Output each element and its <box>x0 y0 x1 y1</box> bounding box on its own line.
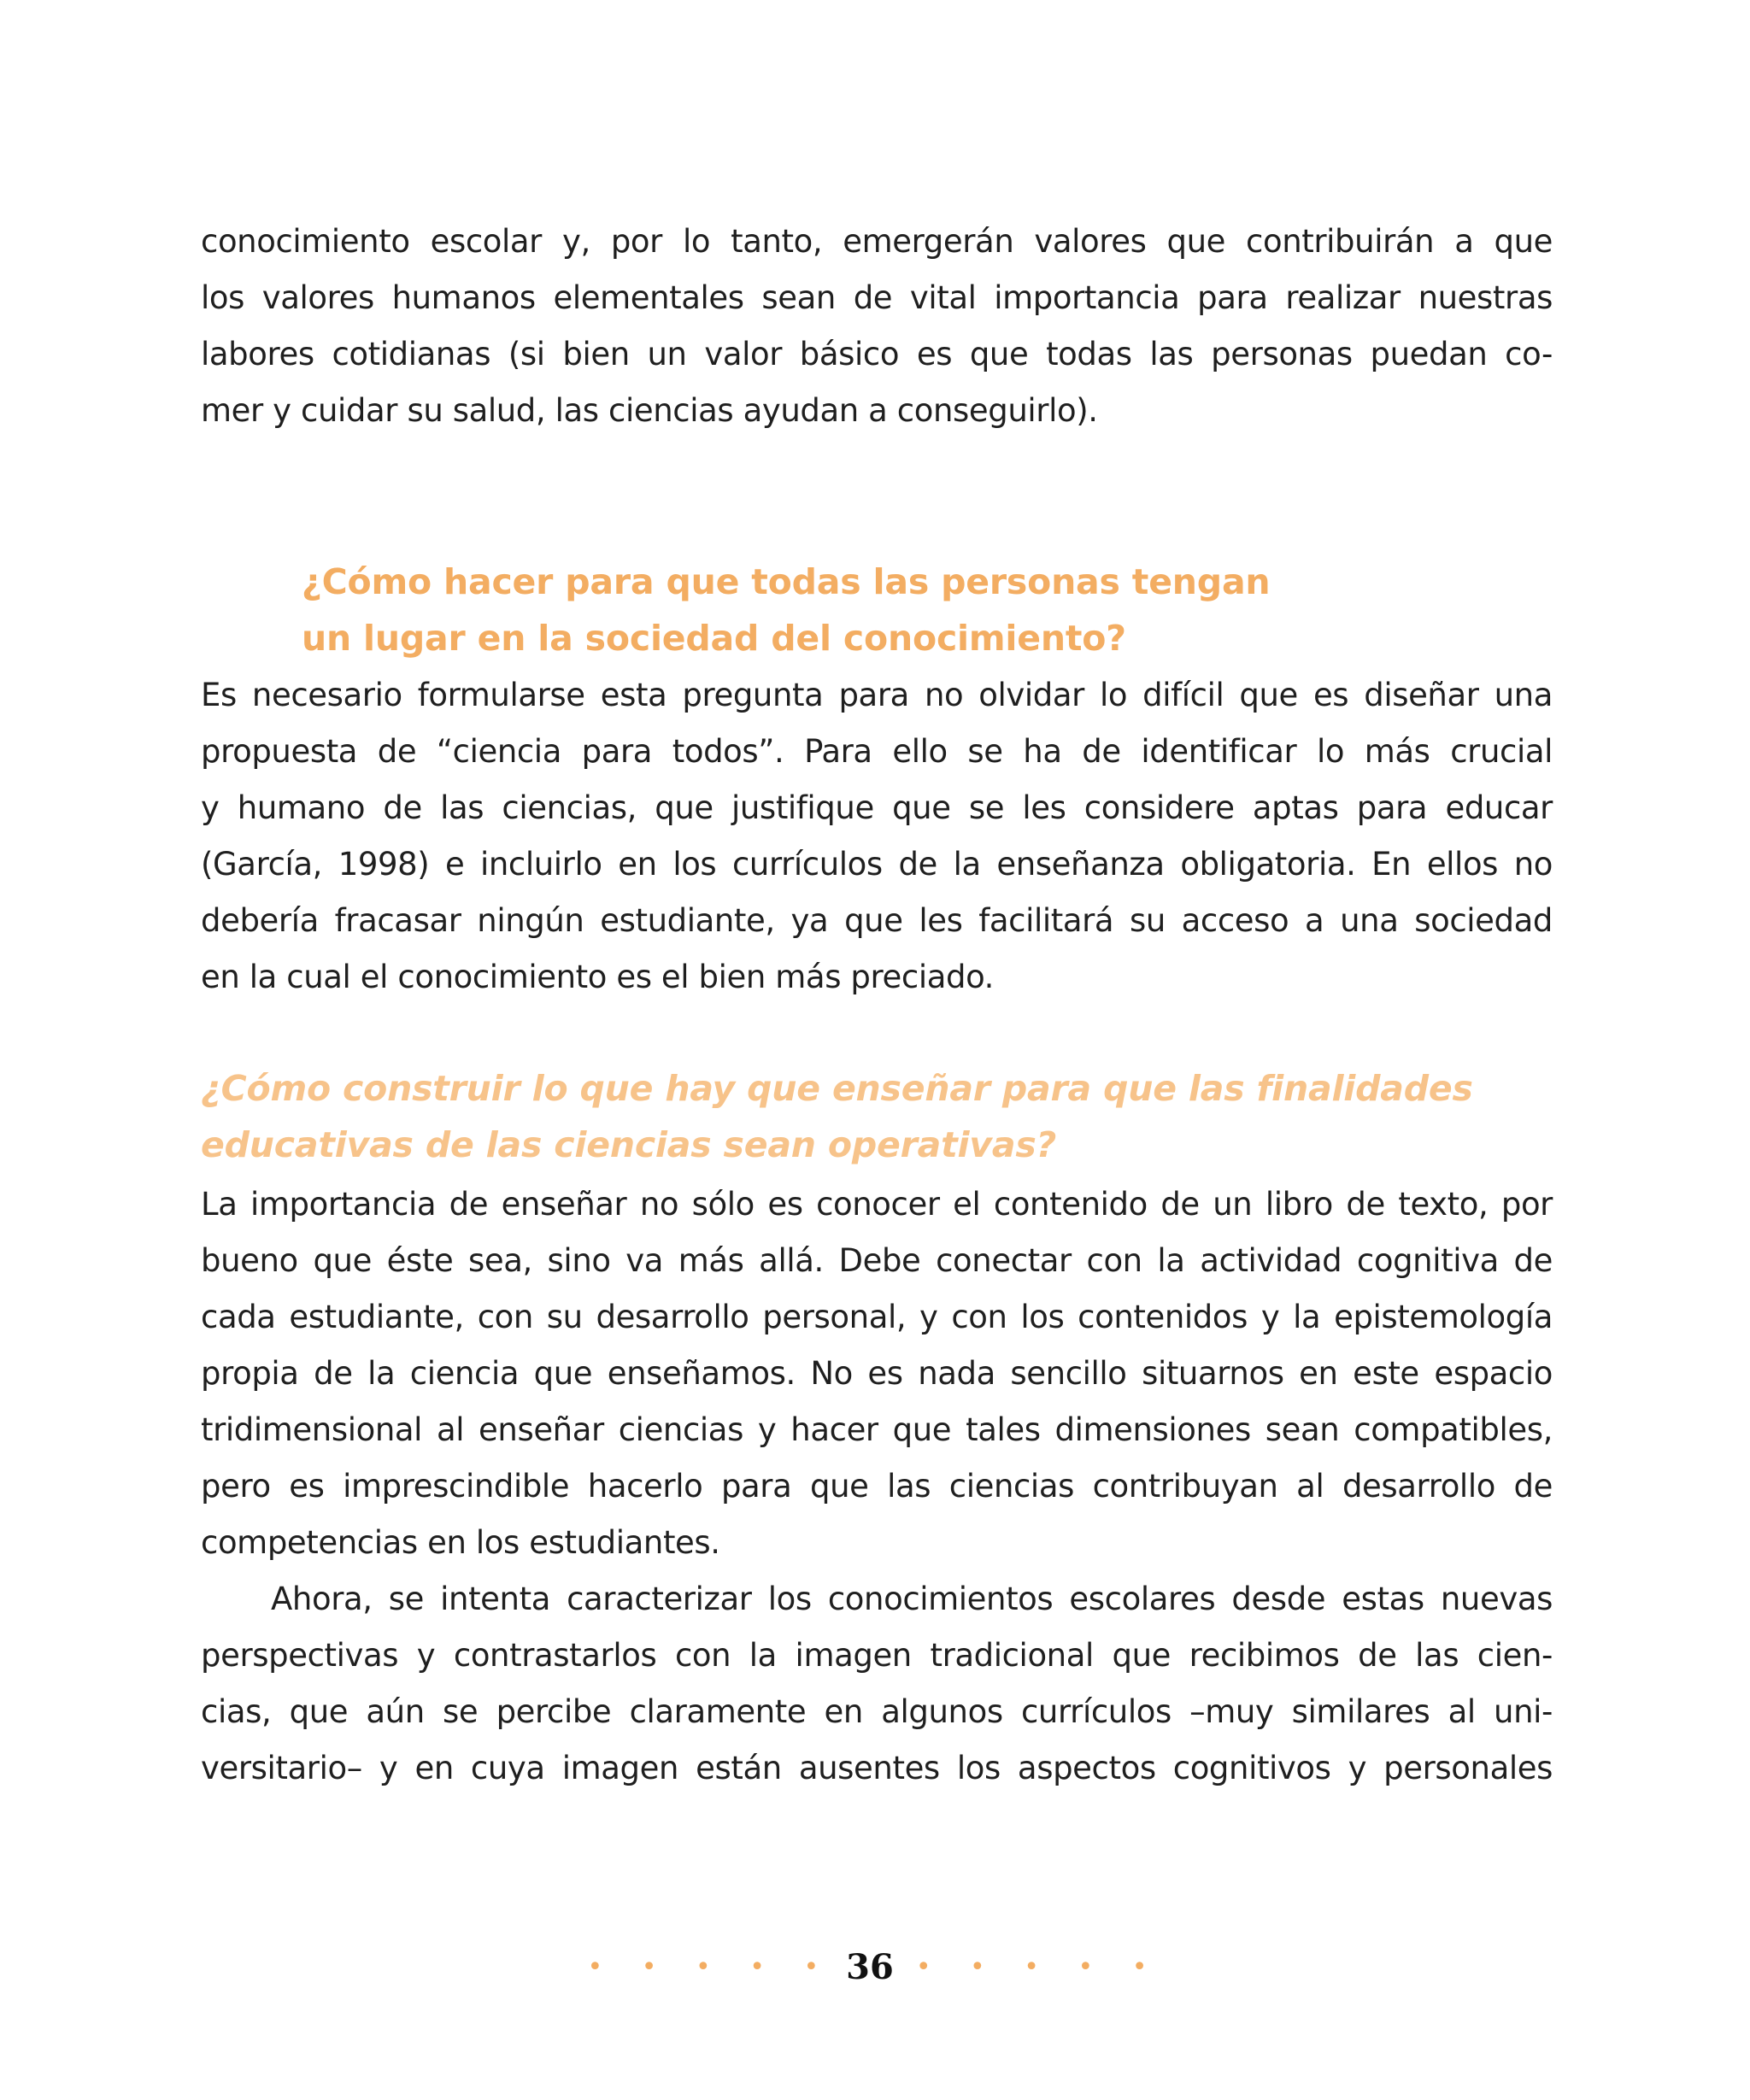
paragraph-line: Es necesario formularse esta pregunta para no olvidar lo difícil que es diseñar una <box>201 677 1553 713</box>
paragraph-teaching <box>201 1176 1553 1571</box>
heading-line: educativas de las ciencias sean operativas? <box>201 1124 1057 1165</box>
paragraph-line: competencias en los estudiantes. <box>201 1524 720 1561</box>
paragraph-line: en la cual el conocimiento es el bien más preciado. <box>201 959 995 995</box>
paragraph-line: tridimensional al enseñar ciencias y hacer que tales dimensiones sean compatibles, <box>201 1411 1553 1448</box>
paragraph-line: los valores humanos elementales sean de vital importancia para realizar nuestras <box>201 279 1553 316</box>
paragraph-line: (García, 1998) e incluirlo en los currículos de la enseñanza obligatoria. En ellos no <box>201 846 1553 883</box>
paragraph-society <box>201 667 1553 1006</box>
footer-dots-left: • • • • • <box>587 1952 835 1982</box>
section-heading-teaching <box>201 1060 1568 1173</box>
paragraph-line: perspectivas y contrastarlos con la imagen tradicional que recibimos de las cien- <box>201 1637 1553 1674</box>
paragraph-line: propia de la ciencia que enseñamos. No es nada sencillo situarnos en este espacio <box>201 1355 1553 1392</box>
heading-line: ¿Cómo hacer para que todas las personas tengan <box>302 561 1271 602</box>
paragraph-line: Ahora, se intenta caracterizar los conocimientos escolares desde estas nuevas <box>271 1581 1553 1617</box>
paragraph-intro <box>201 214 1553 439</box>
paragraph-line: conocimiento escolar y, por lo tanto, emergerán valores que contribuirán a que <box>201 223 1553 260</box>
paragraph-line: mer y cuidar su salud, las ciencias ayudan a conseguirlo). <box>201 392 1098 429</box>
page-footer <box>0 1938 1750 1997</box>
paragraph-line: pero es imprescindible hacerlo para que las ciencias contribuyan al desarrollo de <box>201 1468 1553 1505</box>
heading-line: un lugar en la sociedad del conocimiento? <box>302 618 1126 659</box>
paragraph-line: bueno que éste sea, sino va más allá. Debe conectar con la actividad cognitiva de <box>201 1242 1553 1279</box>
paragraph-line: labores cotidianas (si bien un valor básico es que todas las personas puedan co- <box>201 336 1553 372</box>
page-number: 36 <box>846 1947 894 1987</box>
paragraph-line: cada estudiante, con su desarrollo personal, y con los contenidos y la epistemología <box>201 1299 1553 1335</box>
footer-dots-right: • • • • • <box>915 1952 1163 1982</box>
paragraph-line: La importancia de enseñar no sólo es conocer el contenido de un libro de texto, por <box>201 1186 1553 1223</box>
heading-line: ¿Cómo construir lo que hay que enseñar para que las finalidades <box>201 1068 1473 1109</box>
paragraph-line: y humano de las ciencias, que justifique que se les considere aptas para educar <box>201 789 1553 826</box>
paragraph-line: debería fracasar ningún estudiante, ya que les facilitará su acceso a una sociedad <box>201 902 1553 939</box>
paragraph-perspectives <box>201 1571 1553 1797</box>
paragraph-line: cias, que aún se percibe claramente en algunos currículos –muy similares al uni- <box>201 1693 1553 1730</box>
paragraph-line: versitario– y en cuya imagen están ausentes los aspectos cognitivos y personales <box>201 1750 1553 1786</box>
section-heading-society <box>302 554 1327 666</box>
paragraph-line: propuesta de “ciencia para todos”. Para ello se ha de identificar lo más crucial <box>201 733 1553 770</box>
